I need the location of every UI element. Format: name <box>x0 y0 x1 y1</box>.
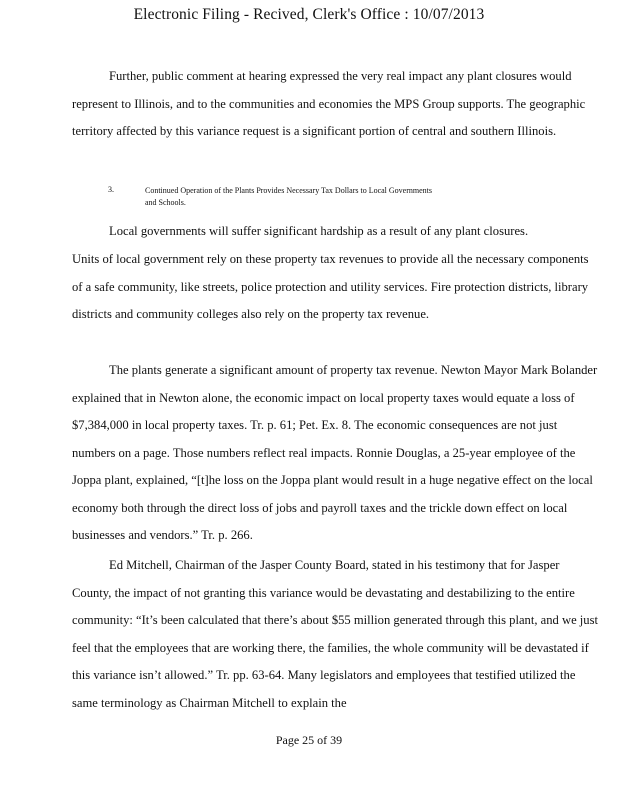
paragraph-tax-revenue: The plants generate a significant amount of property tax revenue. Newton Mayor Mark Bolander explained that in Newton alone, the economic impact on local property taxes would equate a loss of $7,384,000 in local property taxes. Tr. p. 61; Pet. Ex. 8. The economic consequences are not just numbers on a page. Those numbers reflect real impacts. Ronnie Douglas, a 25-year employee of the Joppa plant, explained, “[t]he loss on the Joppa plant would result in a huge negative effect on the local economy both through the direct loss of jobs and payroll taxes and the trickle down effect on local businesses and vendors.” Tr. p. 266. <box>72 363 598 542</box>
paragraph-public-comment: Further, public comment at hearing expressed the very real impact any plant closures would represent to Illinois, and to the communities and economies the MPS Group supports. The geographic territory affected by this variance request is a significant portion of central and southern Illinois. <box>72 69 586 138</box>
page-number: Page 25 of 39 <box>275 733 343 747</box>
section-heading: Continued Operation of the Plants Provides Necessary Tax Dollars to Local Governments and Schools. <box>145 186 433 207</box>
filing-header: Electronic Filing - Recived, Clerk's Office : 10/07/2013 <box>133 6 485 23</box>
paragraph-hardship: Local governments will suffer significant hardship as a result of any plant closures. <box>109 224 529 238</box>
paragraph-property-tax-reliance: Units of local government rely on these property tax revenues to provide all the necessary components of a safe community, like streets, police protection and utility services. Fire protection districts, library districts and community colleges also rely on the property tax revenue. <box>72 252 589 321</box>
paragraph-jasper-county: Ed Mitchell, Chairman of the Jasper County Board, stated in his testimony that for Jasper County, the impact of not granting this variance would be devastating and destabilizing to the entire community: “It’s been calculated that there’s about $55 million generated through this plant, and we just feel that the employees that are working there, the families, the whole community will be devastated if this variance isn’t allowed.” Tr. pp. 63-64. Many legislators and employees that testified utilized the same terminology as Chairman Mitchell to explain the <box>72 558 599 710</box>
section-heading-number: 3. <box>108 185 114 194</box>
